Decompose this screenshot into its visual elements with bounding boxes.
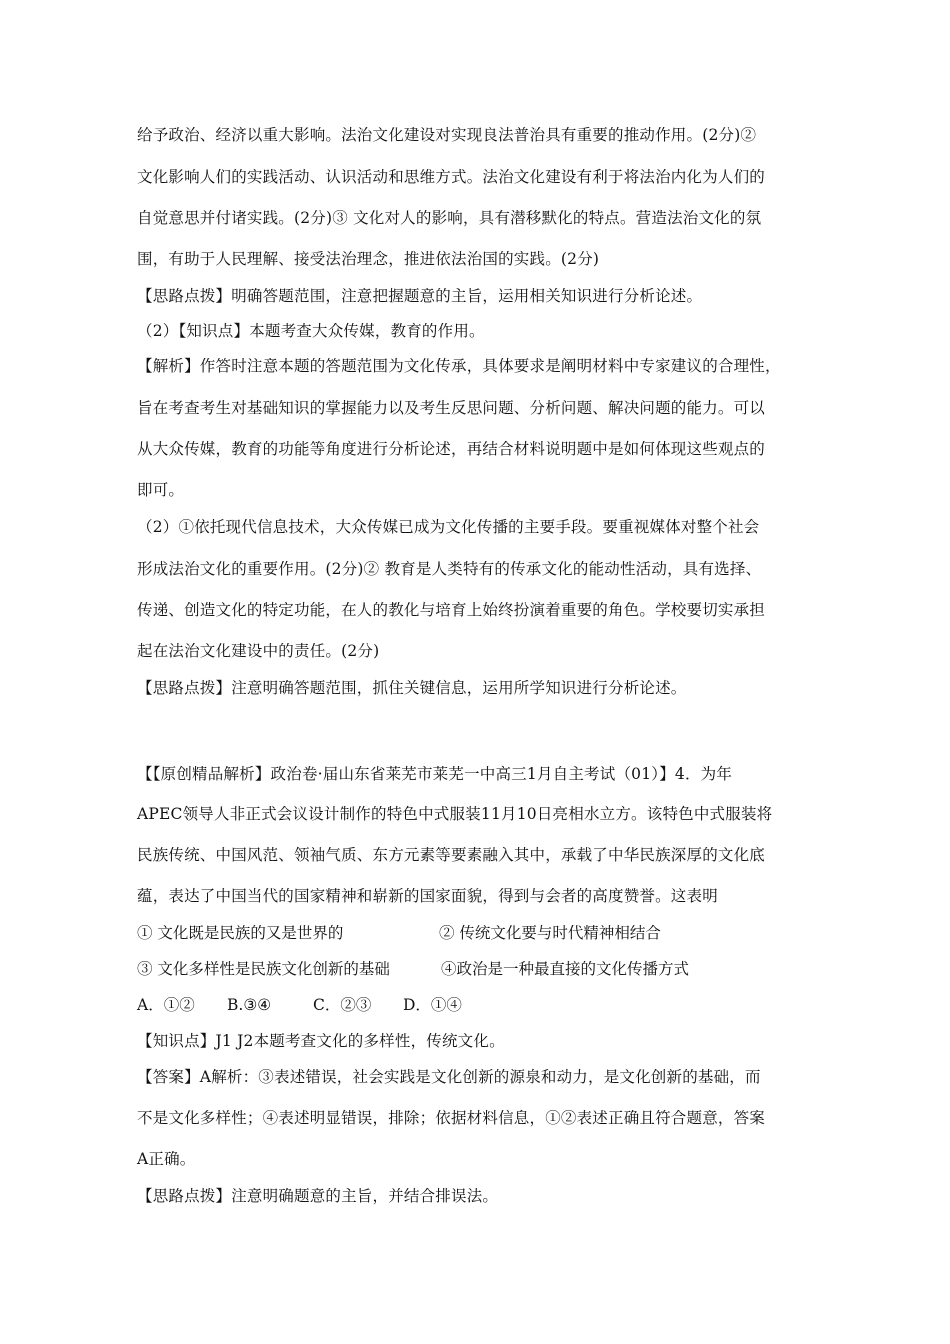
knowledge-point-line: 【知识点】J1 J2本题考查文化的多样性，传统文化。 [137,1032,505,1050]
answer-line: A正确。 [137,1150,196,1168]
text-line: 围，有助于人民理解、接受法治理念，推进依法治国的实践。(2分) [137,250,600,268]
hint-line: 【思路点拨】明确答题范围，注意把握题意的主旨，运用相关知识进行分析论述。 [137,287,703,305]
choice-c: C．②③ [313,996,372,1014]
text-line: （2）①依托现代信息技术，大众传媒已成为文化传播的主要手段。要重视媒体对整个社会 [137,518,760,536]
text-line: 自觉意思并付诸实践。(2分)③ 文化对人的影响，具有潜移默化的特点。营造法治文化的氛 [137,209,762,227]
knowledge-point-line: （2）【知识点】本题考查大众传媒，教育的作用。 [137,322,485,340]
choice-a: A．①② [137,996,195,1014]
text-line: 给予政治、经济以重大影响。法治文化建设对实现良法普治具有重要的推动作用。(2分)② [137,126,757,144]
hint-line: 【思路点拨】注意明确题意的主旨，并结合排误法。 [137,1187,499,1205]
question-line: 民族传统、中国风范、领袖气质、东方元素等要素融入其中，承载了中华民族深厚的文化底 [137,846,766,864]
analysis-line: 【解析】作答时注意本题的答题范围为文化传承，具体要求是阐明材料中专家建议的合理性， [137,357,781,375]
question-line: APEC领导人非正式会议设计制作的特色中式服装11月10日亮相水立方。该特色中式服装将 [137,805,773,823]
statement-1: ① 文化既是民族的又是世界的 [137,924,344,942]
text-line: 从大众传媒，教育的功能等角度进行分析论述，再结合材料说明题中是如何体现这些观点的 [137,440,766,458]
statement-4: ④政治是一种最直接的文化传播方式 [441,960,690,978]
text-line: 传递、创造文化的特定功能，在人的教化与培育上始终扮演着重要的角色。学校要切实承担 [137,601,766,619]
question-line: 蕴，表达了中国当代的国家精神和崭新的国家面貌，得到与会者的高度赞誉。这表明 [137,887,718,905]
choice-b: B.③④ [227,996,272,1014]
text-line: 旨在考查考生对基础知识的掌握能力以及考生反思问题、分析问题、解决问题的能力。可以 [137,399,766,417]
statement-3: ③ 文化多样性是民族文化创新的基础 [137,960,390,978]
text-line: 形成法治文化的重要作用。(2分)② 教育是人类特有的传承文化的能动性活动，具有选择、 [137,560,762,578]
answer-line: 【答案】A解析：③表述错误，社会实践是文化创新的源泉和动力，是文化创新的基础，而 [137,1068,761,1086]
answer-line: 不是文化多样性；④表述明显错误，排除；依据材料信息，①②表述正确且符合题意，答案 [137,1109,766,1127]
hint-line: 【思路点拨】注意明确答题范围，抓住关键信息，运用所学知识进行分析论述。 [137,679,687,697]
choice-d: D．①④ [403,996,462,1014]
text-line: 即可。 [137,481,185,499]
statement-2: ② 传统文化要与时代精神相结合 [439,924,661,942]
text-line: 文化影响人们的实践活动、认识活动和思维方式。法治文化建设有利于将法治内化为人们的 [137,168,766,186]
text-line: 起在法治文化建设中的责任。(2分) [137,642,380,660]
question-title-line: 【【原创精品解析】政治卷·届山东省莱芜市莱芜一中高三1月自主考试（01）】4．为年 [137,765,733,783]
